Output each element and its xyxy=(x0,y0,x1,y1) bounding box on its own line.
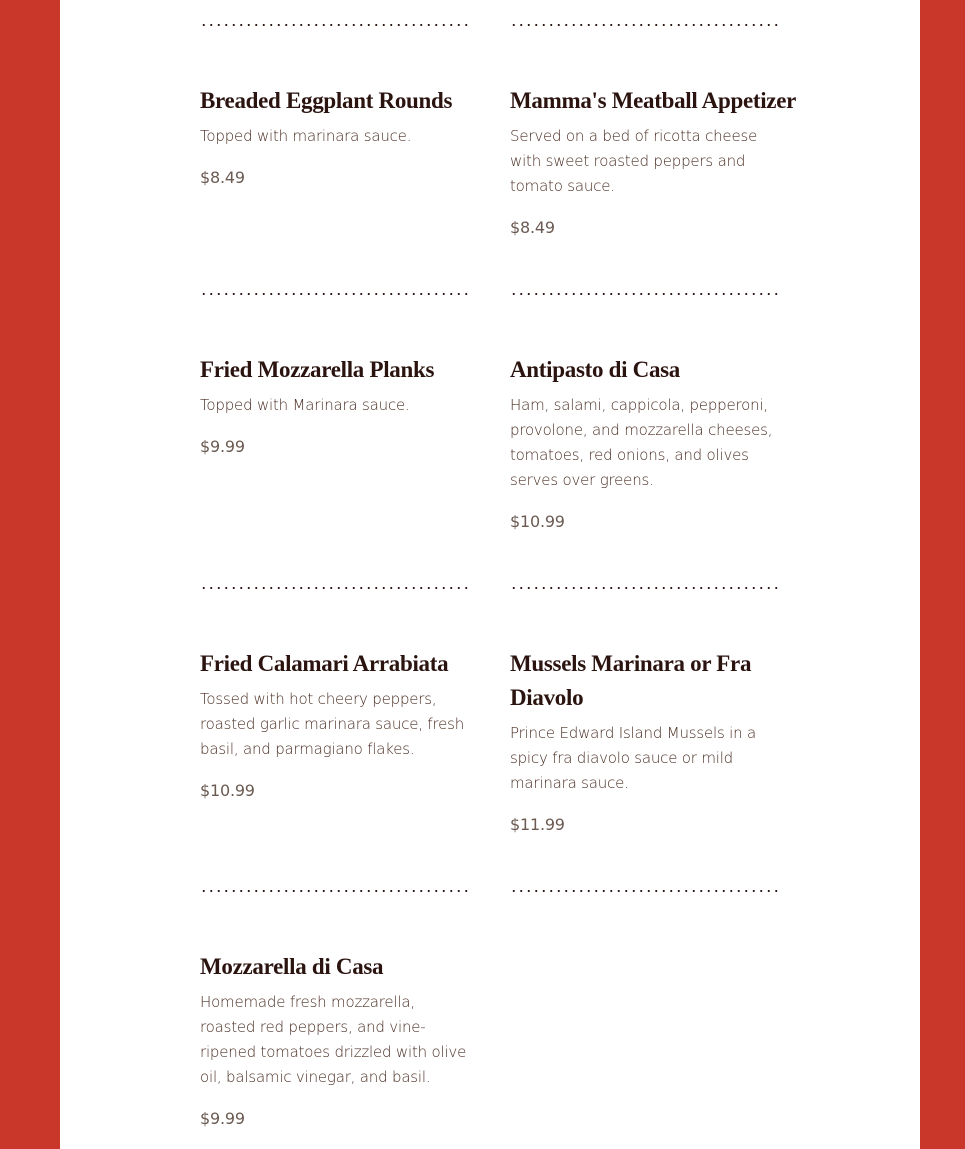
dotted-divider xyxy=(510,24,780,26)
menu-item-description: Served on a bed of ricotta cheese with sweet roasted peppers and tomato sauce. xyxy=(510,127,758,195)
dotted-divider xyxy=(510,890,780,892)
dotted-divider xyxy=(200,24,470,26)
menu-item-description: Prince Edward Island Mussels in a spicy fra diavolo sauce or mild marinara sauce. xyxy=(510,724,757,792)
menu-item xyxy=(510,353,780,534)
menu-item-name: Fried Mozzarella Planks xyxy=(200,357,435,382)
menu-item-price: $8.49 xyxy=(200,168,245,187)
dotted-divider xyxy=(200,587,470,589)
menu-item-price: $9.99 xyxy=(200,1109,245,1128)
dotted-divider xyxy=(510,293,780,295)
menu-item-name: Fried Calamari Arrabiata xyxy=(200,651,449,676)
menu-item-name: Breaded Eggplant Rounds xyxy=(200,88,453,113)
menu-item xyxy=(200,84,470,190)
menu-page xyxy=(60,0,920,1149)
menu-item-price: $9.99 xyxy=(200,437,245,456)
menu-item xyxy=(200,353,470,459)
dotted-divider xyxy=(200,890,470,892)
menu-item-description: Homemade fresh mozzarella, roasted red peppers, and vine-ripened tomatoes drizzled with olive oil, balsamic vinegar, and basil. xyxy=(200,993,467,1086)
menu-item xyxy=(200,647,470,803)
menu-item-description: Topped with marinara sauce. xyxy=(200,127,412,145)
menu-item-price: $11.99 xyxy=(510,815,565,834)
menu-item-price: $10.99 xyxy=(200,781,255,800)
menu-item-price: $8.49 xyxy=(510,218,555,237)
menu-item xyxy=(510,84,797,240)
menu-item-name: Mussels Marinara or Fra Diavolo xyxy=(510,651,752,710)
menu-item-description: Tossed with hot cheery peppers, roasted garlic marinara sauce, fresh basil, and parmagiano flakes. xyxy=(200,690,465,758)
menu-item-name: Mamma's Meatball Appetizer xyxy=(510,88,797,113)
menu-item-name: Mozzarella di Casa xyxy=(200,954,384,979)
dotted-divider xyxy=(200,293,470,295)
dotted-divider xyxy=(510,587,780,589)
menu-item xyxy=(510,647,780,837)
menu-item xyxy=(200,950,470,1131)
menu-item-name: Antipasto di Casa xyxy=(510,357,680,382)
menu-item-description: Ham, salami, cappicola, pepperoni, provolone, and mozzarella cheeses, tomatoes, red onions, and olives serves over greens. xyxy=(510,396,773,489)
menu-item-price: $10.99 xyxy=(510,512,565,531)
menu-item-description: Topped with Marinara sauce. xyxy=(200,396,410,414)
